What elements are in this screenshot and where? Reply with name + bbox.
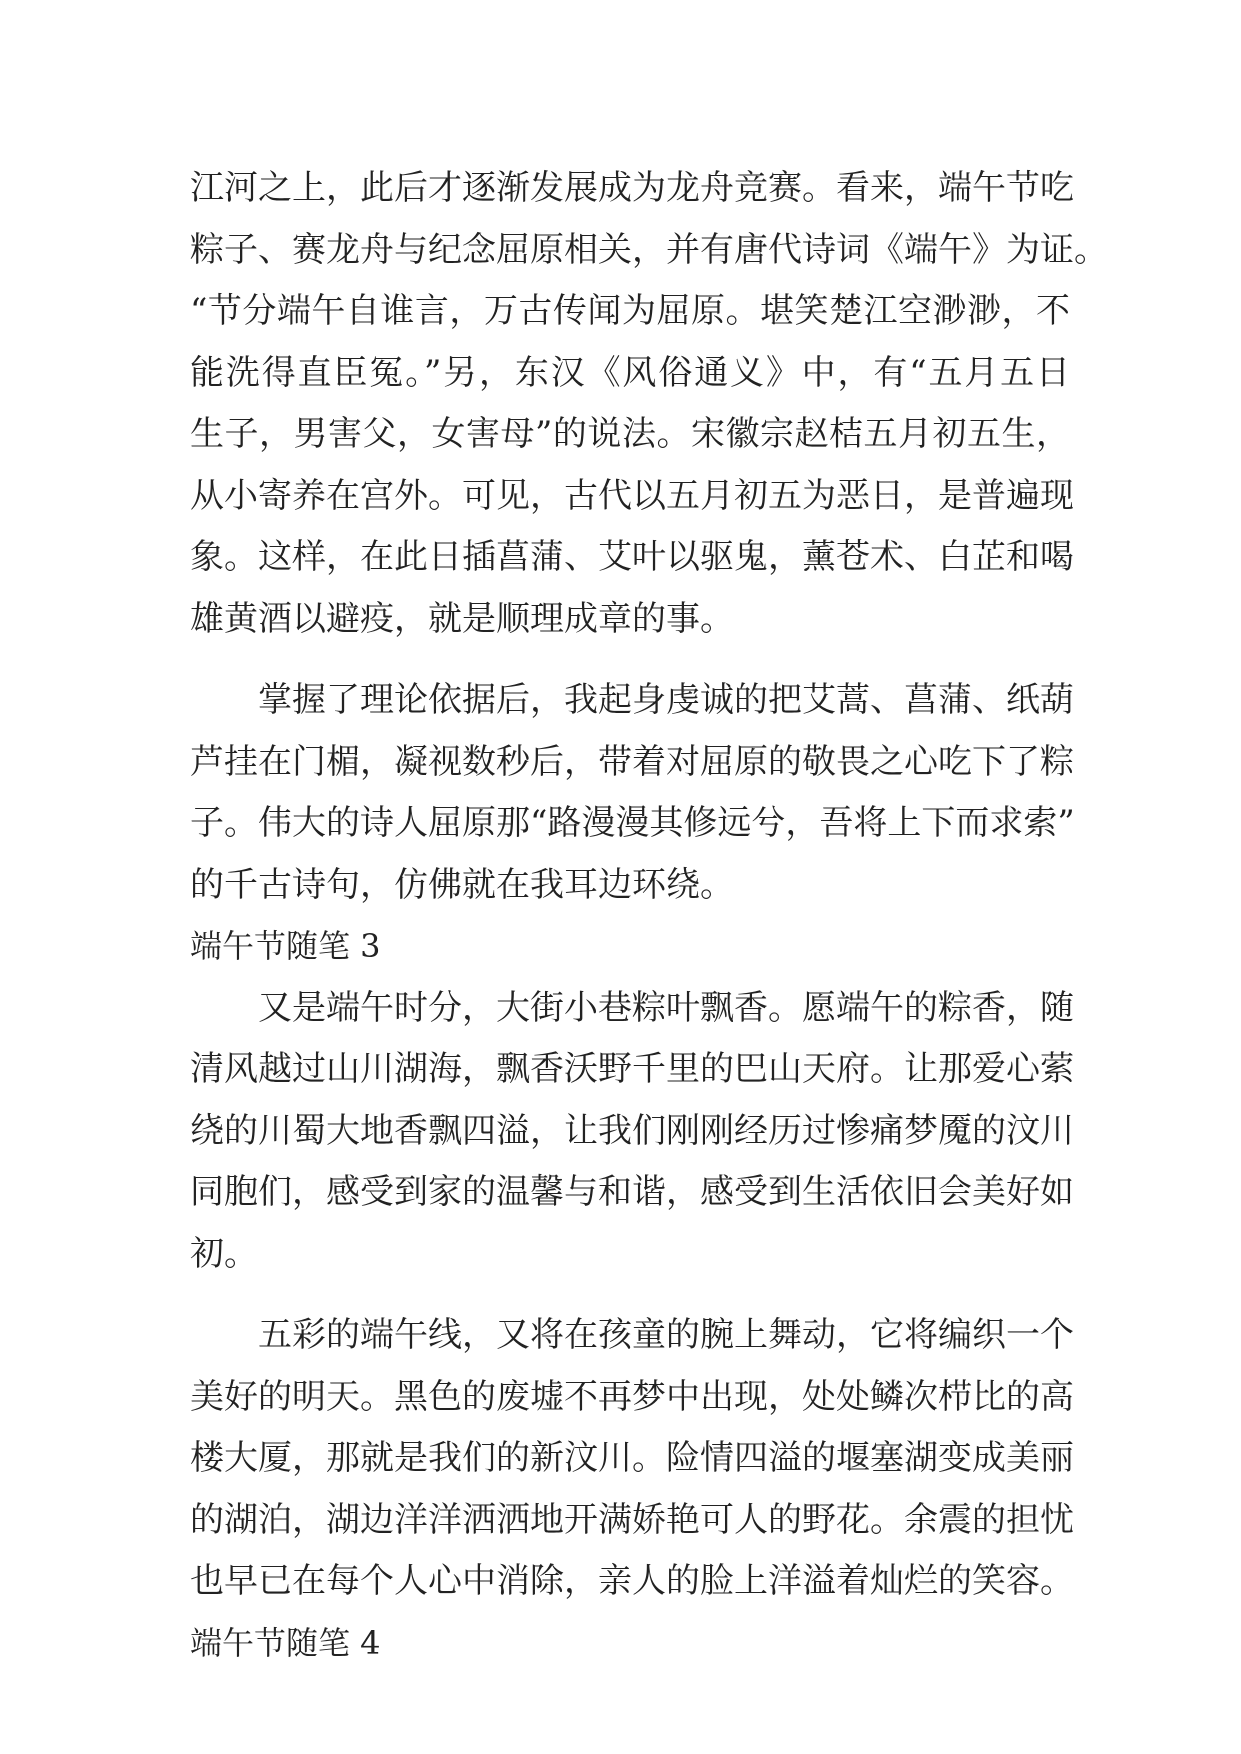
text-line: 清风越过山川湖海，飘香沃野千里的巴山天府。让那爱心萦 (190, 1049, 1074, 1089)
text-line: 的千古诗句，仿佛就在我耳边环绕。 (190, 864, 734, 905)
paragraph-gap (190, 1285, 1070, 1305)
text-line: 雄黄酒以避疫，就是顺理成章的事。 (190, 598, 734, 639)
text-line: 生子，男害父，女害母”的说法。宋徽宗赵桔五月初五生， (190, 414, 1070, 454)
text-line: “节分端午自谁言，万古传闻为屈原。堪笑楚江空渺渺，不 (190, 291, 1070, 331)
paragraph (190, 978, 1074, 1286)
paragraph (190, 158, 1108, 650)
text-line: 江河之上，此后才逐渐发展成为龙舟竞赛。看来，端午节吃 (190, 168, 1074, 208)
paragraph (190, 670, 1075, 916)
text-line: 象。这样，在此日插菖蒲、艾叶以驱鬼，薰苍术、白芷和喝 (190, 537, 1074, 577)
text-line: 绕的川蜀大地香飘四溢，让我们刚刚经历过惨痛梦魇的汶川 (190, 1110, 1074, 1151)
text-line: 从小寄养在宫外。可见，古代以五月初五为恶日，是普遍现 (190, 475, 1074, 516)
paragraph (190, 1305, 1074, 1613)
text-line: 楼大厦，那就是我们的新汶川。险情四溢的堰塞湖变成美丽 (190, 1438, 1074, 1478)
text-line: 芦挂在门楣，凝视数秒后，带着对屈原的敬畏之心吃下了粽 (190, 741, 1074, 782)
text-line: 初。 (190, 1233, 258, 1274)
text-line: 同胞们，感受到家的温馨与和谐，感受到生活依旧会美好如 (190, 1172, 1074, 1212)
text-line: 又是端午时分，大街小巷粽叶飘香。愿端午的粽香，随 (258, 987, 1074, 1028)
paragraph-gap (190, 650, 1070, 670)
text-line: 掌握了理论依据后，我起身虔诚的把艾蒿、菖蒲、纸葫 (258, 680, 1074, 720)
text-line: 能洗得直臣冤。”另，东汉《风俗通义》中，有“五月五日 (190, 352, 1070, 393)
text-line: 粽子、赛龙舟与纪念屈原相关，并有唐代诗词《端午》为证。 (190, 229, 1108, 270)
text-line: 美好的明天。黑色的废墟不再梦中出现，处处鳞次栉比的高 (190, 1376, 1074, 1417)
text-line: 子。伟大的诗人屈原那“路漫漫其修远兮，吾将上下而求索” (190, 803, 1075, 843)
document-body (190, 158, 1108, 1674)
text-line: 五彩的端午线，又将在孩童的腕上舞动，它将编织一个 (258, 1315, 1074, 1355)
section-heading: 端午节随笔 3 (190, 927, 381, 965)
text-line: 也早已在每个人心中消除，亲人的脸上洋溢着灿烂的笑容。 (190, 1561, 1074, 1601)
section-heading: 端午节随笔 4 (190, 1623, 381, 1662)
text-line: 的湖泊，湖边洋洋洒洒地开满娇艳可人的野花。余震的担忧 (190, 1499, 1074, 1540)
